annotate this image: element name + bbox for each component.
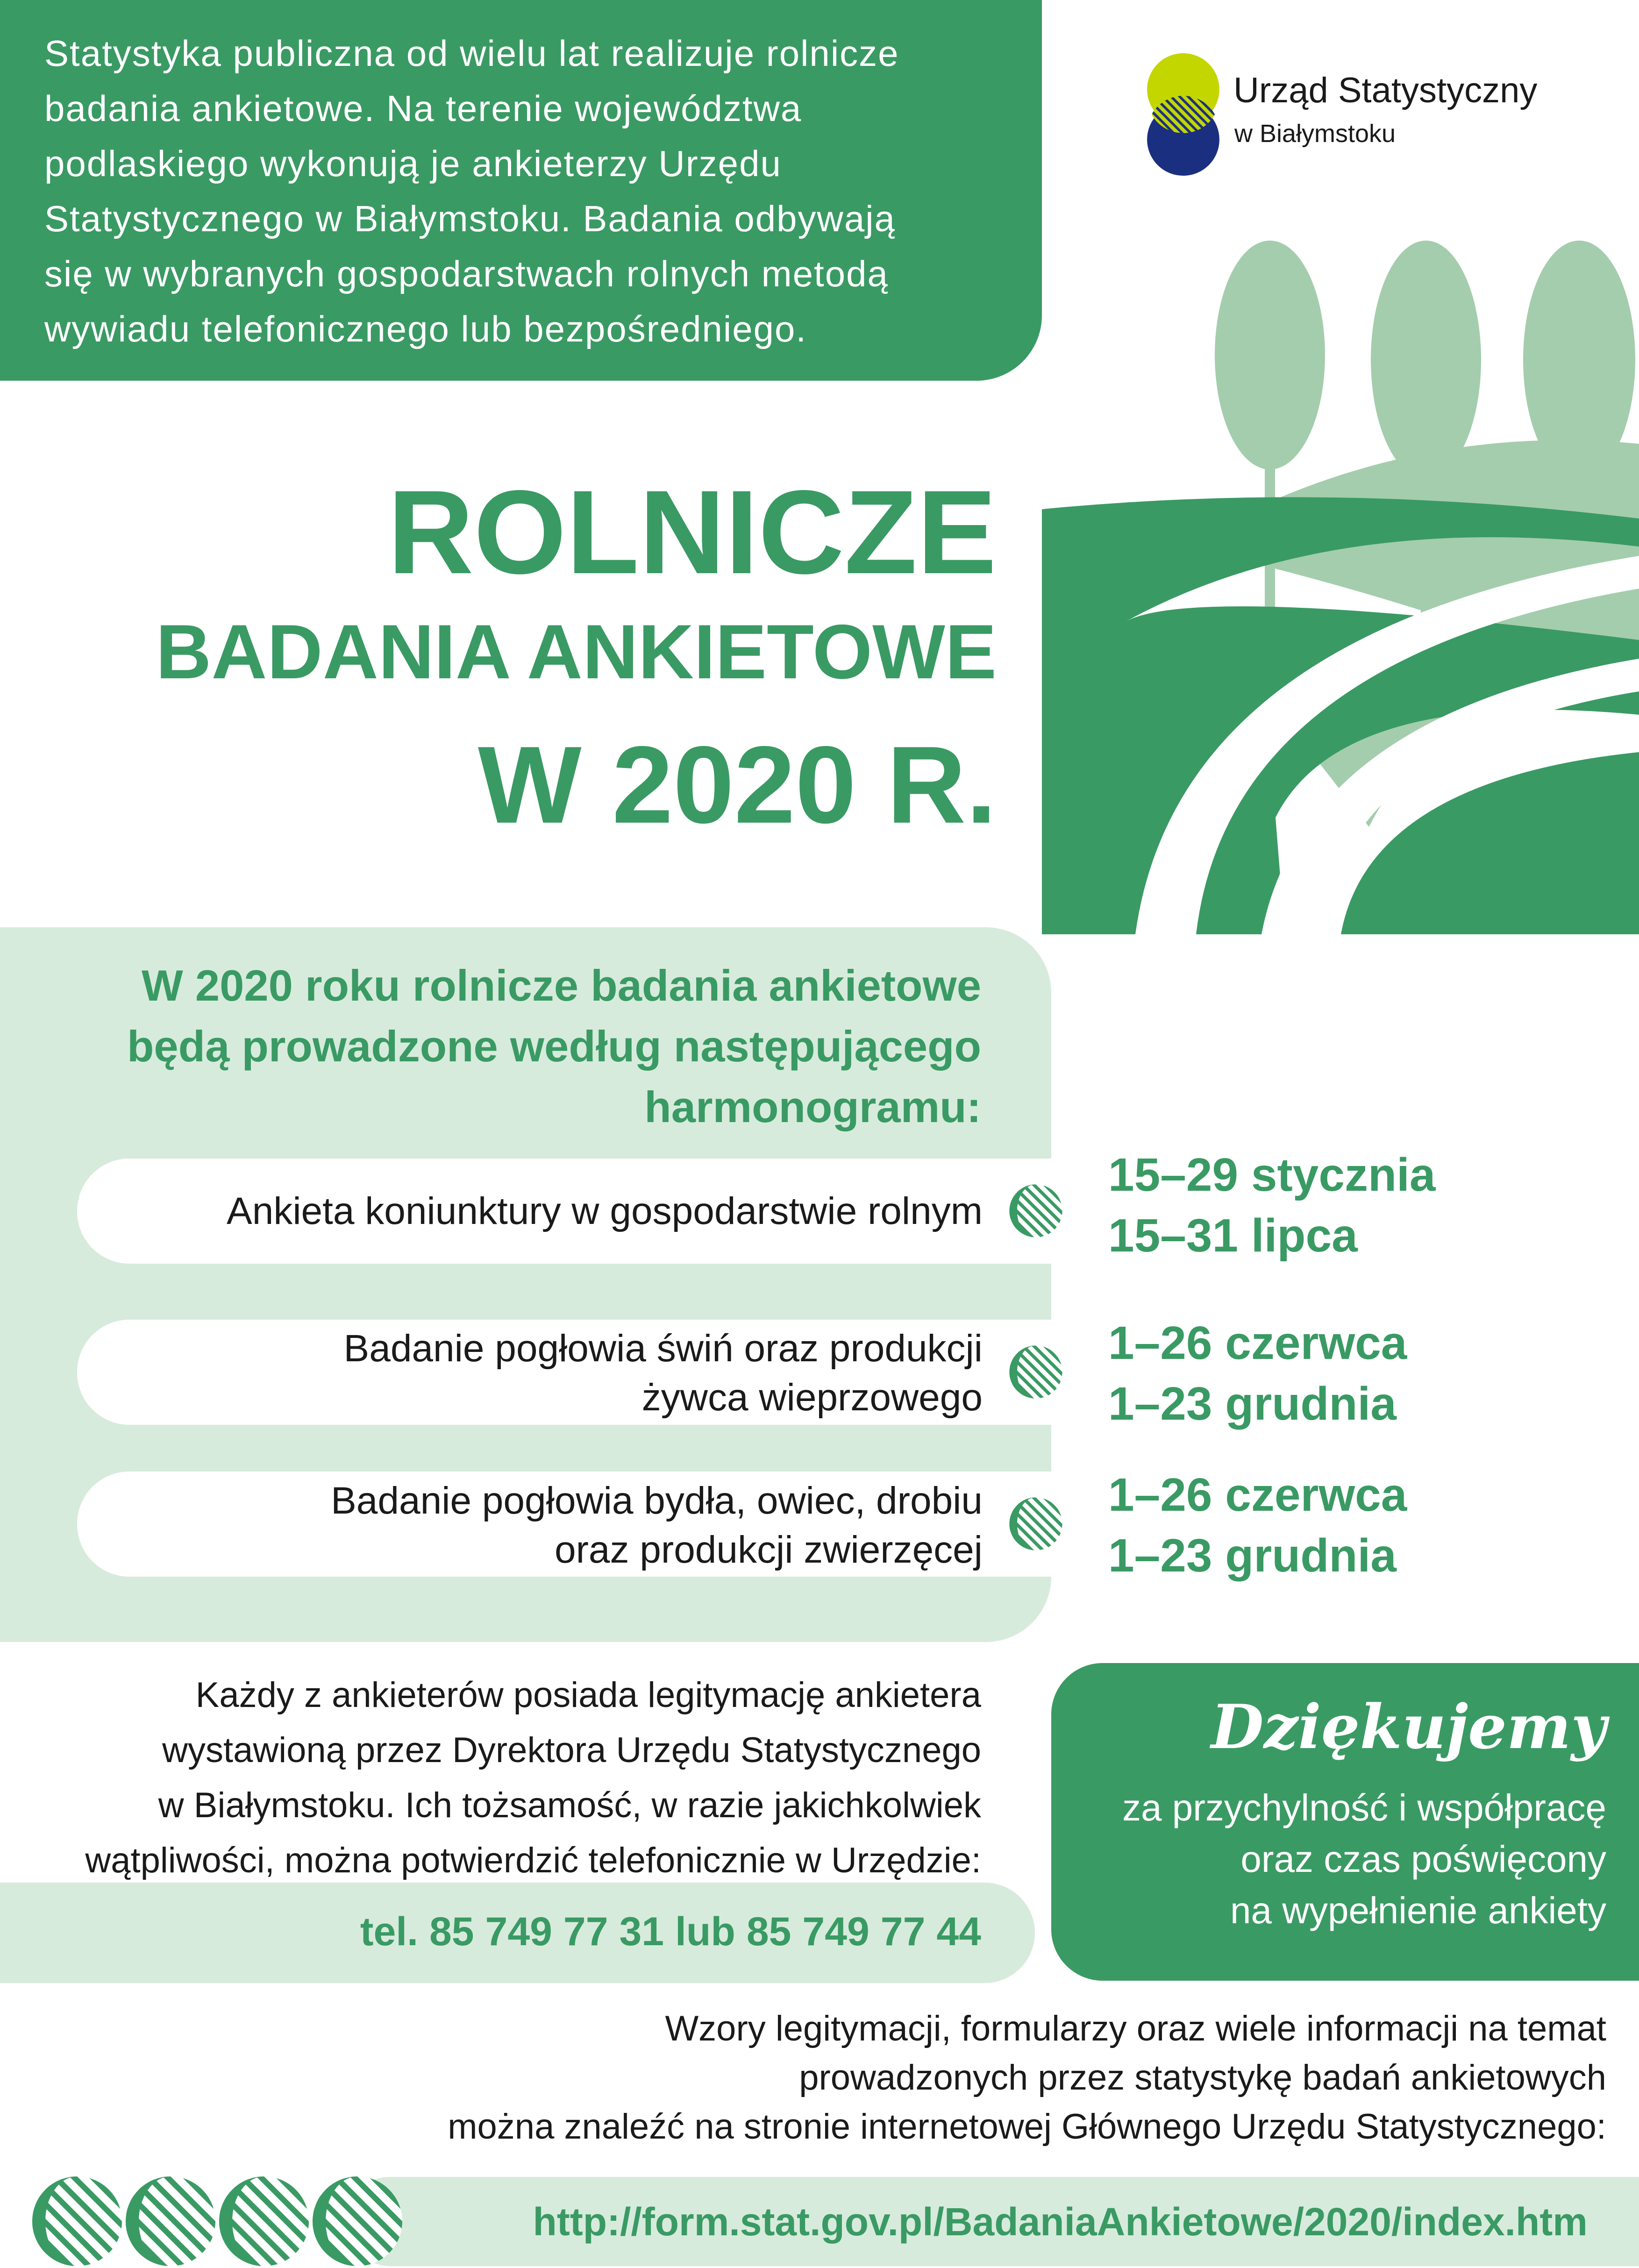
thanks-title: Dziękujemy — [1211, 1691, 1606, 1763]
schedule-item-dates-1 — [1108, 1145, 1436, 1266]
footer-text: Wzory legitymacji, formularzy oraz wiele informacji na temat prowadzonych przez statystykę badań ankietowych można znaleźć na stronie internetowej Głównego Urzędu Statystycznego: — [448, 2009, 1606, 2147]
intro-text: Statystyka publiczna od wielu lat realizuje rolnicze badania ankietowe. Na terenie województwa podlaskiego wykonują je ankieterzy Urzędu Statystycznego w Białymstoku. Badania odbywają się w wybranych gospodarstwach rolnych metodą wywiadu telefonicznego lub bezpośredniego. — [44, 33, 899, 349]
schedule-date: 1–26 czerwca — [1108, 1469, 1407, 1521]
schedule-date: 15–31 lipca — [1108, 1209, 1358, 1262]
schedule-item-dates-2 — [1108, 1313, 1407, 1434]
phone-numbers[interactable]: tel. 85 749 77 31 lub 85 749 77 44 — [360, 1909, 981, 1954]
moon-icon — [124, 2175, 217, 2268]
moon-icon — [30, 2175, 124, 2268]
moon-icon — [1008, 1496, 1063, 1551]
schedule-date: 15–29 stycznia — [1108, 1149, 1436, 1201]
schedule-item-label: Ankieta koniunktury w gospodarstwie rolnym — [227, 1190, 983, 1232]
moon-icon — [217, 2175, 311, 2268]
moon-icon — [1008, 1344, 1063, 1400]
schedule-date: 1–26 czerwca — [1108, 1317, 1407, 1369]
logo-icon — [1133, 51, 1233, 178]
website-link[interactable]: http://form.stat.gov.pl/BadaniaAnkietowe/2020/index.htm — [533, 2200, 1588, 2244]
schedule-heading: W 2020 roku rolnicze badania ankietowe będą prowadzone według następującego harmonogramu: — [127, 961, 981, 1131]
moon-icon — [311, 2175, 404, 2268]
schedule-item-label: Badanie pogłowia bydła, owiec, drobiu oraz produkcji zwierzęcej — [331, 1479, 983, 1571]
schedule-date: 1–23 grudnia — [1108, 1529, 1397, 1582]
moon-icon — [1008, 1183, 1063, 1238]
landscape-illustration — [1042, 220, 1639, 934]
identification-text: Każdy z ankieterów posiada legitymację ankietera wystawioną przez Dyrektora Urzędu Statystycznego w Białymstoku. Ich tożsamość, w razie jakichkolwiek wątpliwości, można potwierdzić telefonicznie w Urzędzie: — [85, 1675, 981, 1880]
title-line-2: BADANIA ANKIETOWE — [156, 609, 997, 695]
title-line-1: ROLNICZE — [387, 466, 997, 599]
logo-subtitle: w Białymstoku — [1234, 120, 1396, 148]
thanks-text: za przychylność i współpracę oraz czas poświęcony na wypełnienie ankiety — [1122, 1787, 1606, 1931]
schedule-date: 1–23 grudnia — [1108, 1378, 1397, 1430]
schedule-item-label: Badanie pogłowia świń oraz produkcji żywca wieprzowego — [343, 1327, 983, 1419]
schedule-item-dates-3 — [1108, 1465, 1407, 1586]
title-line-3: W 2020 R. — [477, 723, 997, 846]
logo-name: Urząd Statystyczny — [1233, 71, 1538, 110]
